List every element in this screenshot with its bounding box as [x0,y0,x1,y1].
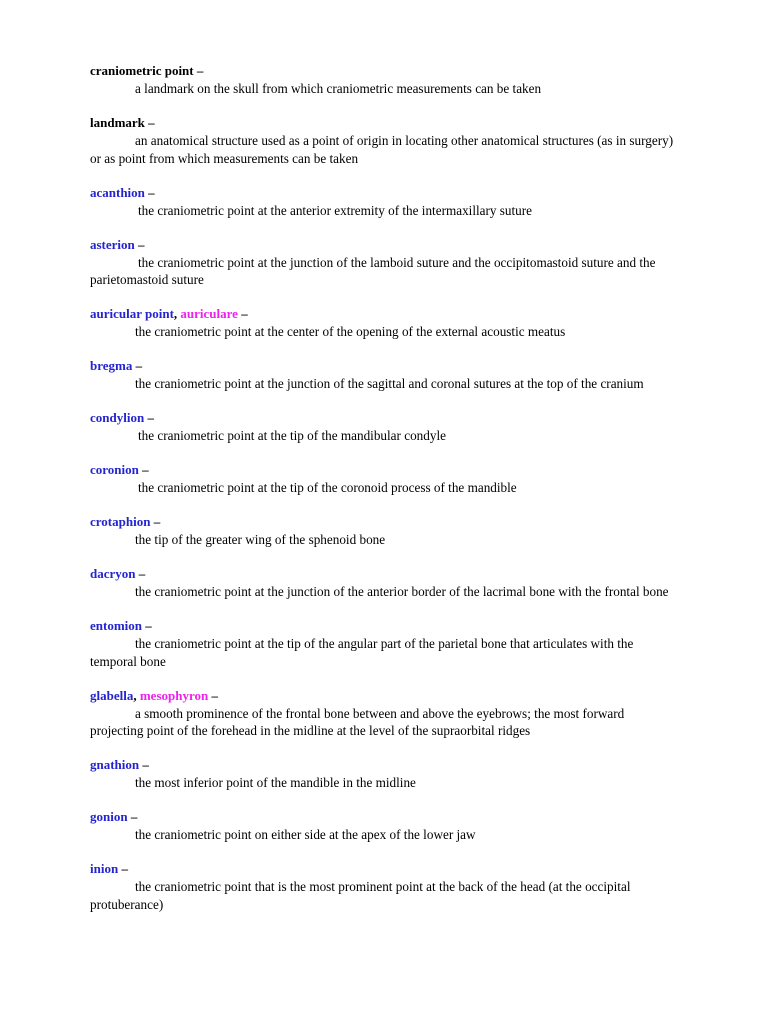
entry-definition: the craniometric point at the tip of the angular part of the parietal bone that articulates with the temporal bone [90,636,634,669]
term-dash: – [135,566,146,581]
glossary-entry [90,357,678,393]
entry-definition: the craniometric point at the tip of the mandibular condyle [138,428,446,443]
term-text: landmark [90,115,145,130]
entry-definition: the craniometric point at the junction of the lamboid suture and the occipitomastoid suture and the parietomastoid suture [90,254,656,287]
entry-term [90,461,678,479]
entry-term [90,617,678,635]
term-text: , [133,687,140,703]
term-text: auriculare [180,306,238,321]
entry-definition: a landmark on the skull from which craniometric measurements can be taken [135,81,542,96]
entry-term [90,808,678,826]
term-text: gonion [90,809,128,824]
entry-definition: an anatomical structure used as a point of origin in locating other anatomical structures (as in surgery) or as point from which measurements can be taken [90,133,674,166]
entry-term [90,513,678,531]
term-text: dacryon [90,566,136,581]
entry-term [90,860,678,878]
entry-term [90,184,678,202]
glossary-entry [90,184,678,220]
term-text: , [173,306,181,321]
term-text: condylion [90,410,145,425]
entry-term [90,236,678,254]
entry-term [90,114,678,132]
glossary-entry [90,756,678,792]
entry-term [90,62,678,80]
glossary-entry [90,687,678,740]
term-dash: – [134,236,145,252]
glossary-entry [90,461,678,497]
term-dash: – [150,514,161,529]
glossary-entry [90,114,678,167]
glossary-document [90,62,678,930]
glossary-entry [90,808,678,844]
term-dash: – [132,358,143,373]
glossary-entry [90,62,678,98]
entry-definition: the most inferior point of the mandible in the midline [135,775,416,790]
term-dash: – [138,462,149,477]
entry-definition: the craniometric point on either side at the apex of the lower jaw [135,827,476,842]
term-dash: – [237,306,248,321]
term-text: asterion [90,236,135,252]
entry-definition: the craniometric point at the center of the opening of the external acoustic meatus [135,324,566,339]
term-text: inion [90,861,119,876]
entry-term [90,565,678,583]
entry-definition: the craniometric point at the anterior extremity of the intermaxillary suture [138,202,533,218]
term-text: acanthion [90,184,145,200]
glossary-entry [90,565,678,601]
entry-term [90,409,678,427]
term-dash: – [127,809,138,824]
glossary-entry [90,860,678,913]
term-text: craniometric point [90,63,194,78]
entry-definition: the craniometric point that is the most prominent point at the back of the head (at the occipital protuberance) [90,879,631,912]
entry-term [90,357,678,375]
term-dash: – [208,687,218,703]
term-text: crotaphion [90,514,151,529]
entry-definition: the tip of the greater wing of the sphenoid bone [135,532,386,547]
glossary-entry [90,409,678,445]
term-text: gnathion [90,757,140,772]
entry-definition: the craniometric point at the tip of the coronoid process of the mandible [138,480,517,495]
term-dash: – [144,184,155,200]
term-text: mesophyron [139,687,209,703]
entry-term [90,305,678,323]
entry-definition: the craniometric point at the junction of the anterior border of the lacrimal bone with the frontal bone [135,584,669,599]
term-text: auricular point [90,306,174,321]
term-dash: – [144,115,155,130]
entry-term [90,687,678,705]
term-text: entomion [90,618,142,633]
term-text: coronion [90,462,139,477]
glossary-entry [90,513,678,549]
term-dash: – [144,410,154,425]
glossary-entry [90,236,678,289]
entry-definition: a smooth prominence of the frontal bone between and above the eyebrows; the most forward projecting point of the forehead in the midline at the level of the supraorbital ridges [90,705,625,738]
term-text: glabella [90,687,134,703]
term-text: bregma [90,358,133,373]
term-dash: – [142,618,152,633]
term-dash: – [139,757,149,772]
entry-term [90,756,678,774]
term-dash: – [193,63,204,78]
term-dash: – [118,861,128,876]
glossary-entry [90,617,678,670]
glossary-entry [90,305,678,341]
entry-definition: the craniometric point at the junction of the sagittal and coronal sutures at the top of the cranium [135,376,644,391]
